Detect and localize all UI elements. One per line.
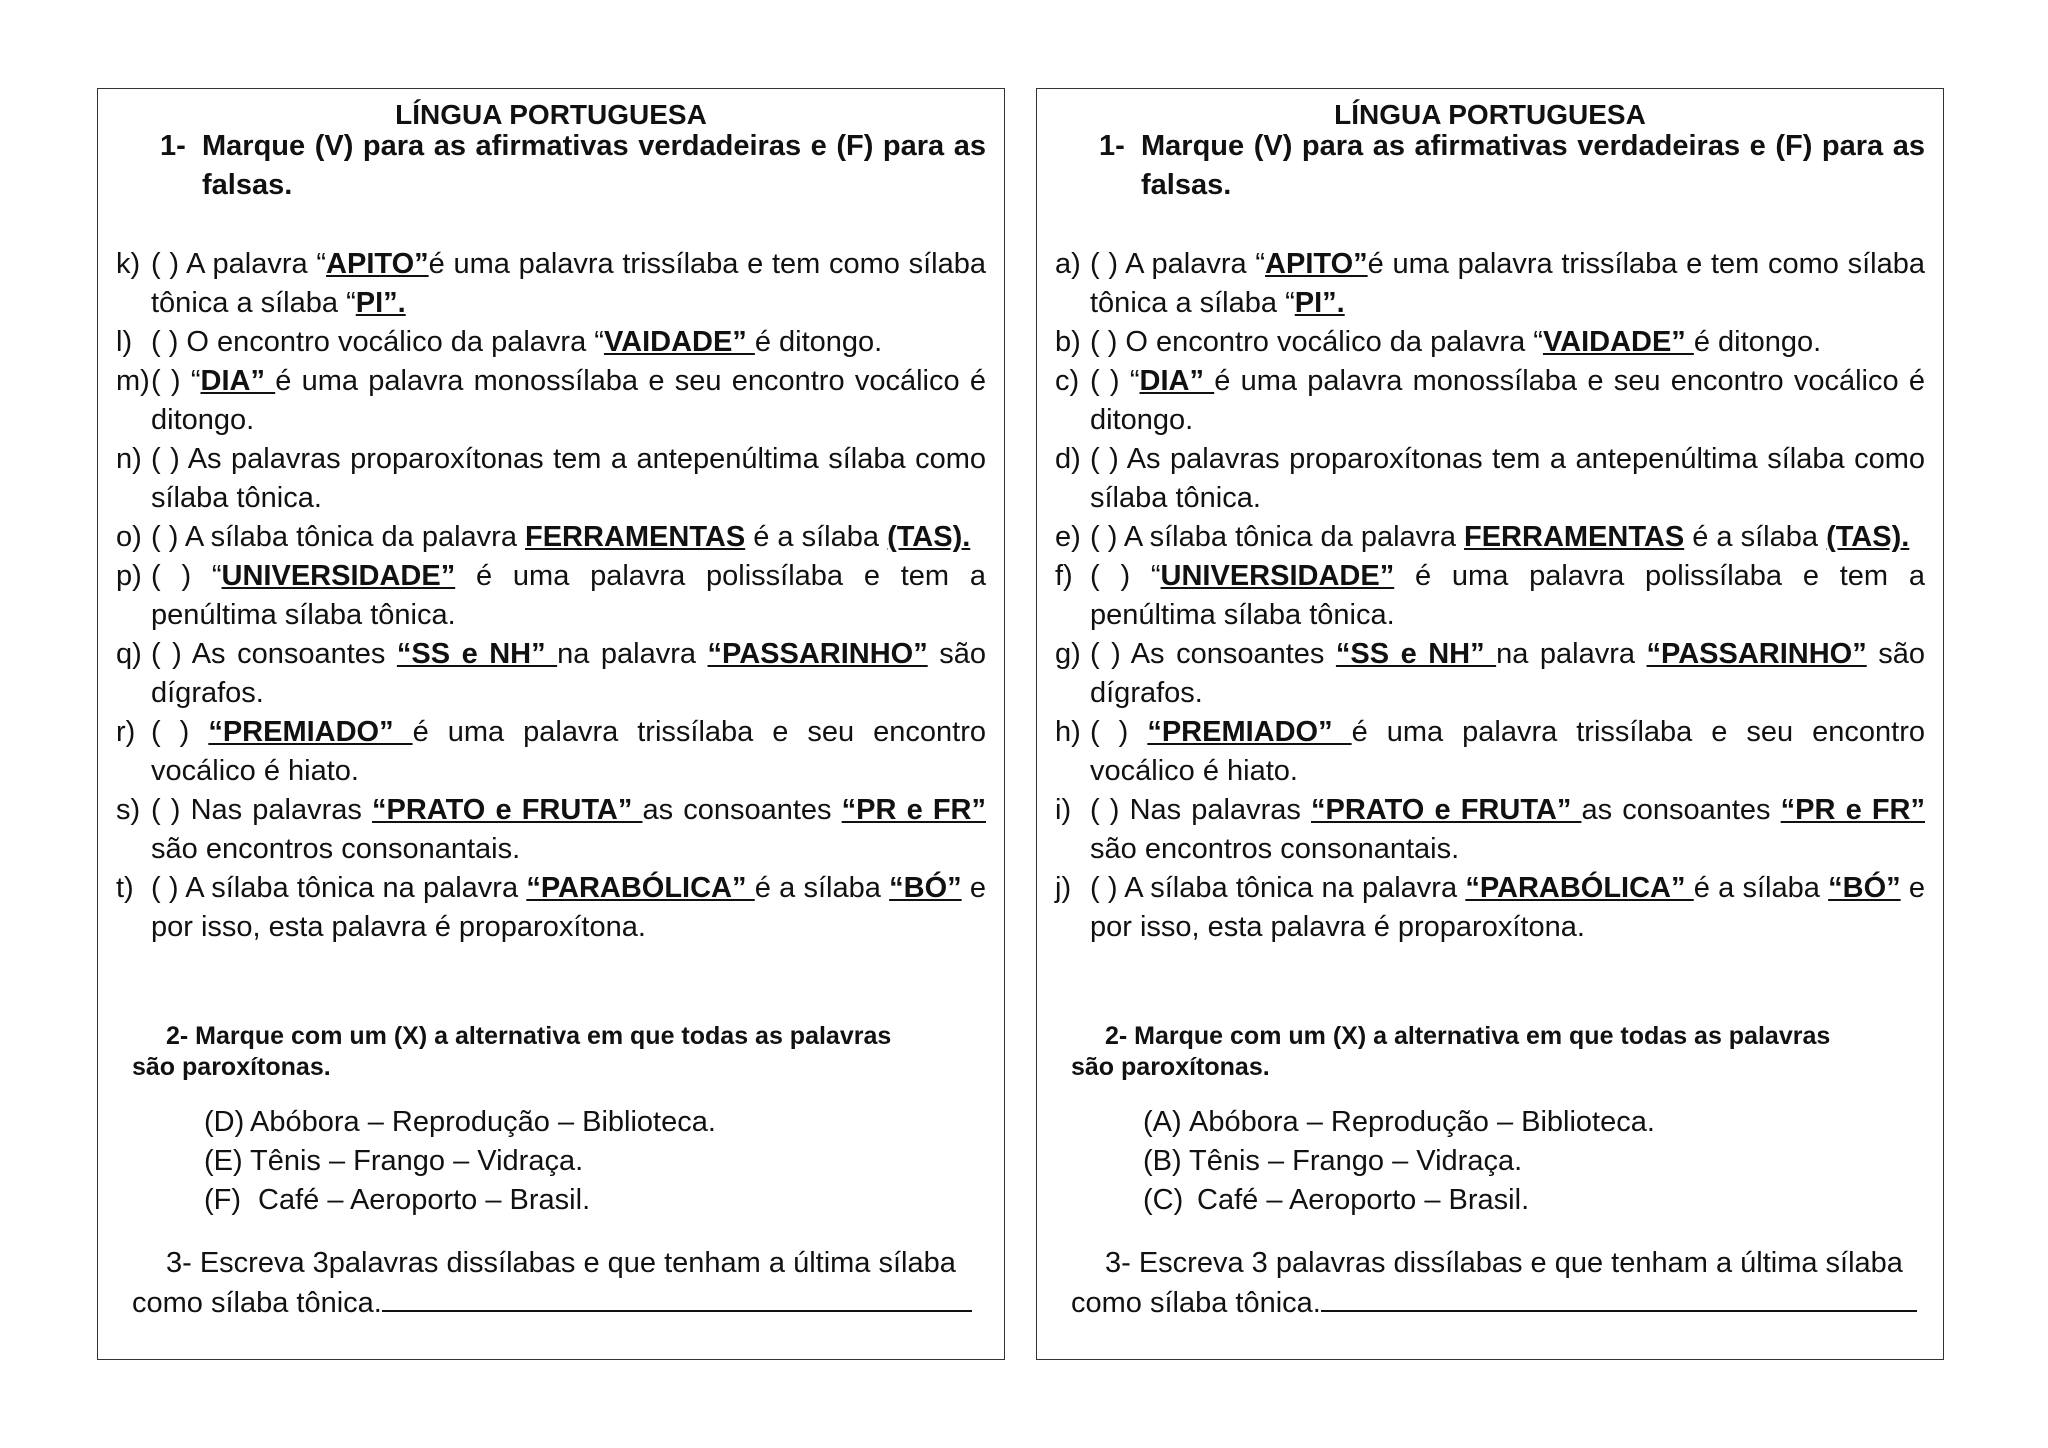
question-1-text: Marque (V) para as afirmativas verdadeiras e (F) para as falsas. xyxy=(202,130,986,201)
true-false-item xyxy=(1055,245,1925,323)
item-letter: t) xyxy=(116,872,134,904)
highlighted-term: (TAS). xyxy=(1826,521,1910,553)
highlighted-term: “PRATO e FRUTA” xyxy=(372,794,643,826)
item-letter: d) xyxy=(1055,443,1081,475)
true-false-item xyxy=(116,440,986,518)
panel-title: LÍNGUA PORTUGUESA xyxy=(395,99,707,130)
worksheet-panel-left xyxy=(97,88,1005,1360)
item-text: na palavra xyxy=(557,638,708,670)
question-1-number: 1- xyxy=(1099,130,1125,162)
answer-blank-line[interactable] xyxy=(382,1284,972,1312)
highlighted-term: VAIDADE” xyxy=(1542,326,1694,358)
item-text: ( ) xyxy=(151,716,209,748)
highlighted-term: FERRAMENTAS xyxy=(1464,521,1685,553)
item-text: ( ) O encontro vocálico da palavra “ xyxy=(151,326,604,358)
true-false-item xyxy=(116,791,986,869)
item-text: ( ) xyxy=(1090,716,1148,748)
item-letter: b) xyxy=(1055,326,1081,358)
question-2-options xyxy=(1143,1103,1655,1220)
item-text: ( ) A palavra “ xyxy=(151,248,327,280)
item-text: é uma palavra polissílaba e tem a penúltima sílaba tônica. xyxy=(151,560,986,631)
option-text: Abóbora – Reprodução – Biblioteca. xyxy=(250,1106,716,1138)
item-letter: m) xyxy=(116,365,150,397)
item-text: ( ) A sílaba tônica na palavra xyxy=(1090,872,1466,904)
item-letter: a) xyxy=(1055,248,1081,280)
question-3-line-1: 3- Escreva 3 palavras dissílabas e que tenham a última sílaba xyxy=(1105,1247,1903,1279)
item-text: é uma palavra trissílaba e seu encontro vocálico é hiato. xyxy=(151,716,986,787)
highlighted-term: “BÓ” xyxy=(889,872,962,904)
item-letter: s) xyxy=(116,794,141,826)
item-letter: f) xyxy=(1055,560,1073,592)
highlighted-term: “BÓ” xyxy=(1828,872,1901,904)
true-false-items xyxy=(1055,245,1925,947)
item-text: é a sílaba xyxy=(745,521,888,553)
item-text: são encontros consonantais. xyxy=(1090,833,1460,865)
highlighted-term: “PASSARINHO” xyxy=(707,638,928,670)
answer-option[interactable] xyxy=(1143,1142,1655,1181)
question-1-number: 1- xyxy=(160,130,186,162)
option-text: Café – Aeroporto – Brasil. xyxy=(250,1184,591,1216)
item-text: é uma palavra trissílaba e tem como sílaba tônica a sílaba “ xyxy=(151,248,986,319)
question-2-line-2: são paroxítonas. xyxy=(132,1053,331,1081)
highlighted-term: PI”. xyxy=(355,287,406,319)
item-text: ( ) As palavras proparoxítonas tem a antepenúltima sílaba como sílaba tônica. xyxy=(151,443,986,514)
item-letter: i) xyxy=(1055,794,1072,826)
worksheet-panel-right xyxy=(1036,88,1944,1360)
item-text: e por isso, esta palavra é proparoxítona. xyxy=(1090,872,1925,943)
true-false-item xyxy=(1055,440,1925,518)
item-text: ( ) “ xyxy=(1090,560,1161,592)
item-letter: e) xyxy=(1055,521,1081,553)
highlighted-term: APITO” xyxy=(1265,248,1368,280)
item-letter: o) xyxy=(116,521,142,553)
panel-title: LÍNGUA PORTUGUESA xyxy=(1334,99,1646,130)
item-text: ( ) As palavras proparoxítonas tem a antepenúltima sílaba como sílaba tônica. xyxy=(1090,443,1925,514)
highlighted-term: DIA” xyxy=(1139,365,1215,397)
highlighted-term: “PARABÓLICA” xyxy=(1465,872,1694,904)
item-text: ( ) A sílaba tônica na palavra xyxy=(151,872,527,904)
option-letter: (B) xyxy=(1143,1145,1182,1177)
item-text: ( ) “ xyxy=(1090,365,1140,397)
item-letter: n) xyxy=(116,443,142,475)
highlighted-term: “SS e NH” xyxy=(1335,638,1497,670)
true-false-item xyxy=(116,557,986,635)
option-letter: (A) xyxy=(1143,1106,1182,1138)
item-text: ( ) A sílaba tônica da palavra xyxy=(151,521,525,553)
item-letter: j) xyxy=(1055,872,1072,904)
item-text: ( ) Nas palavras xyxy=(1090,794,1312,826)
item-text: é uma palavra trissílaba e seu encontro vocálico é hiato. xyxy=(1090,716,1925,787)
true-false-item xyxy=(1055,362,1925,440)
item-text: as consoantes xyxy=(642,794,842,826)
question-3-line-2: como sílaba tônica. xyxy=(1071,1287,1321,1319)
highlighted-term: PI”. xyxy=(1294,287,1345,319)
highlighted-term: UNIVERSIDADE” xyxy=(221,560,456,592)
question-3 xyxy=(1071,1243,1919,1323)
question-1-heading xyxy=(160,127,986,205)
question-3-line-2: como sílaba tônica. xyxy=(132,1287,382,1319)
true-false-item xyxy=(1055,323,1925,362)
item-text: ( ) Nas palavras xyxy=(151,794,373,826)
question-3-line-1: 3- Escreva 3palavras dissílabas e que tenham a última sílaba xyxy=(166,1247,956,1279)
true-false-item xyxy=(116,245,986,323)
option-letter: (F) xyxy=(204,1184,242,1216)
item-letter: h) xyxy=(1055,716,1081,748)
item-letter: l) xyxy=(116,326,133,358)
item-text: ( ) A sílaba tônica da palavra xyxy=(1090,521,1464,553)
question-2-heading xyxy=(132,1021,974,1083)
item-letter: g) xyxy=(1055,638,1081,670)
item-letter: c) xyxy=(1055,365,1080,397)
question-2-line-1: 2- Marque com um (X) a alternativa em que todas as palavras xyxy=(166,1022,892,1050)
item-text: é ditongo. xyxy=(754,326,883,358)
answer-option[interactable] xyxy=(204,1142,716,1181)
item-text: ( ) A palavra “ xyxy=(1090,248,1266,280)
true-false-items xyxy=(116,245,986,947)
question-2-heading xyxy=(1071,1021,1913,1083)
item-letter: p) xyxy=(116,560,142,592)
item-text: na palavra xyxy=(1496,638,1647,670)
question-1-text: Marque (V) para as afirmativas verdadeiras e (F) para as falsas. xyxy=(1141,130,1925,201)
question-2-line-1: 2- Marque com um (X) a alternativa em que todas as palavras xyxy=(1105,1022,1831,1050)
highlighted-term: “PARABÓLICA” xyxy=(526,872,755,904)
item-text: e por isso, esta palavra é proparoxítona. xyxy=(151,872,986,943)
option-text: Tênis – Frango – Vidraça. xyxy=(1189,1145,1523,1177)
question-2-options xyxy=(204,1103,716,1220)
true-false-item xyxy=(116,713,986,791)
item-text: são encontros consonantais. xyxy=(151,833,521,865)
true-false-item xyxy=(116,518,986,557)
option-letter: (E) xyxy=(204,1145,243,1177)
highlighted-term: APITO” xyxy=(326,248,429,280)
item-text: é uma palavra trissílaba e tem como sílaba tônica a sílaba “ xyxy=(1090,248,1925,319)
item-letter: q) xyxy=(116,638,142,670)
question-3 xyxy=(132,1243,980,1323)
highlighted-term: “PREMIADO” xyxy=(208,716,413,748)
true-false-item xyxy=(116,362,986,440)
item-text: ( ) “ xyxy=(151,560,222,592)
true-false-item xyxy=(116,869,986,947)
true-false-item xyxy=(1055,869,1925,947)
item-letter: r) xyxy=(116,716,136,748)
item-text: é a sílaba xyxy=(1693,872,1829,904)
highlighted-term: DIA” xyxy=(200,365,276,397)
item-text: é uma palavra monossílaba e seu encontro vocálico é ditongo. xyxy=(151,365,986,436)
highlighted-term: “PREMIADO” xyxy=(1147,716,1352,748)
item-text: é a sílaba xyxy=(754,872,890,904)
true-false-item xyxy=(116,323,986,362)
question-1-heading xyxy=(1099,127,1925,205)
answer-blank-line[interactable] xyxy=(1321,1284,1917,1312)
option-text: Café – Aeroporto – Brasil. xyxy=(1189,1184,1530,1216)
true-false-item xyxy=(1055,791,1925,869)
item-text: é uma palavra polissílaba e tem a penúltima sílaba tônica. xyxy=(1090,560,1925,631)
highlighted-term: UNIVERSIDADE” xyxy=(1160,560,1395,592)
true-false-item xyxy=(1055,518,1925,557)
highlighted-term: “SS e NH” xyxy=(396,638,558,670)
item-text: ( ) “ xyxy=(151,365,201,397)
highlighted-term: “PRATO e FRUTA” xyxy=(1311,794,1582,826)
true-false-item xyxy=(1055,713,1925,791)
answer-option[interactable] xyxy=(204,1181,716,1220)
true-false-item xyxy=(1055,635,1925,713)
item-text: ( ) As consoantes xyxy=(151,638,397,670)
answer-option[interactable] xyxy=(204,1103,716,1142)
highlighted-term: “PR e FR” xyxy=(1780,794,1925,826)
item-text: ( ) O encontro vocálico da palavra “ xyxy=(1090,326,1543,358)
highlighted-term: “PASSARINHO” xyxy=(1646,638,1867,670)
item-text: são dígrafos. xyxy=(151,638,986,709)
true-false-item xyxy=(116,635,986,713)
highlighted-term: VAIDADE” xyxy=(603,326,755,358)
highlighted-term: FERRAMENTAS xyxy=(525,521,746,553)
item-text: é uma palavra monossílaba e seu encontro vocálico é ditongo. xyxy=(1090,365,1925,436)
item-text: é ditongo. xyxy=(1693,326,1822,358)
item-text: são dígrafos. xyxy=(1090,638,1925,709)
question-2-line-2: são paroxítonas. xyxy=(1071,1053,1270,1081)
option-text: Tênis – Frango – Vidraça. xyxy=(250,1145,584,1177)
item-text: é a sílaba xyxy=(1684,521,1827,553)
option-letter: (C) xyxy=(1143,1184,1184,1216)
answer-option[interactable] xyxy=(1143,1103,1655,1142)
option-text: Abóbora – Reprodução – Biblioteca. xyxy=(1189,1106,1655,1138)
item-text: as consoantes xyxy=(1581,794,1781,826)
highlighted-term: “PR e FR” xyxy=(841,794,986,826)
highlighted-term: (TAS). xyxy=(887,521,971,553)
true-false-item xyxy=(1055,557,1925,635)
answer-option[interactable] xyxy=(1143,1181,1655,1220)
item-letter: k) xyxy=(116,248,141,280)
item-text: ( ) As consoantes xyxy=(1090,638,1336,670)
option-letter: (D) xyxy=(204,1106,245,1138)
